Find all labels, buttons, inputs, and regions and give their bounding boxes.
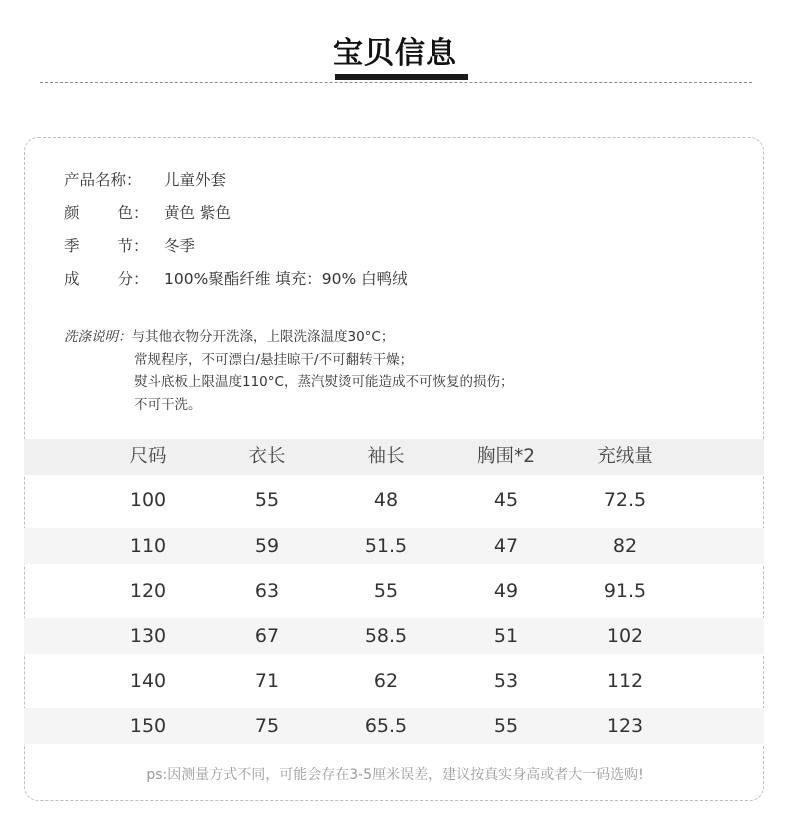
table-header-cell: 袖长 bbox=[367, 446, 405, 467]
info-label-char: 色： bbox=[117, 204, 149, 222]
table-cell: 123 bbox=[606, 715, 644, 737]
info-value: 儿童外套 bbox=[164, 171, 227, 189]
info-label bbox=[64, 267, 164, 289]
table-cell: 55 bbox=[493, 715, 519, 737]
info-label-char: 节： bbox=[117, 237, 149, 255]
table-cell: 48 bbox=[373, 489, 399, 511]
table-cell: 82 bbox=[612, 535, 638, 557]
care-label: 洗涤说明： bbox=[64, 329, 132, 345]
table-cell: 130 bbox=[129, 625, 167, 647]
table-cell: 59 bbox=[254, 535, 280, 557]
title-underline bbox=[335, 74, 468, 80]
table-cell: 51 bbox=[493, 625, 519, 647]
title-divider bbox=[40, 82, 752, 83]
table-cell: 100 bbox=[129, 489, 167, 511]
table-row bbox=[24, 573, 764, 609]
table-header-cell: 尺码 bbox=[129, 446, 167, 467]
info-label: 产品名称： bbox=[64, 171, 142, 189]
table-header-cell: 胸围*2 bbox=[476, 446, 536, 467]
care-line: 不可干洗。 bbox=[134, 396, 202, 413]
table-cell: 110 bbox=[129, 535, 167, 557]
table-cell: 75 bbox=[254, 715, 280, 737]
table-cell: 102 bbox=[606, 625, 644, 647]
table-row bbox=[24, 618, 764, 654]
table-cell: 55 bbox=[254, 489, 280, 511]
care-instructions bbox=[64, 326, 513, 416]
info-row-season bbox=[64, 234, 196, 256]
info-label-char: 颜 bbox=[64, 204, 80, 222]
care-line: 常规程序，不可漂白/悬挂晾干/不可翻转干燥； bbox=[134, 351, 414, 368]
table-cell: 55 bbox=[373, 580, 399, 602]
table-header-cell: 衣长 bbox=[248, 446, 286, 467]
table-cell: 150 bbox=[129, 715, 167, 737]
table-cell: 67 bbox=[254, 625, 280, 647]
table-cell: 45 bbox=[493, 489, 519, 511]
care-line: 熨斗底板上限温度110°C，蒸汽熨烫可能造成不可恢复的损伤； bbox=[134, 374, 514, 390]
info-label-char: 分： bbox=[117, 270, 149, 288]
table-cell: 112 bbox=[606, 670, 644, 692]
table-cell: 120 bbox=[129, 580, 167, 602]
table-row bbox=[24, 708, 764, 744]
care-text: 与其他衣物分开洗涤，上限洗涤温度30°C； bbox=[131, 329, 395, 345]
table-cell: 51.5 bbox=[364, 535, 408, 557]
info-row-material bbox=[64, 267, 408, 289]
page-title: 宝贝信息 bbox=[333, 36, 457, 71]
info-value: 100%聚酯纤维 填充：90% 白鸭绒 bbox=[164, 270, 408, 288]
table-row bbox=[24, 528, 764, 564]
info-row-color bbox=[64, 201, 231, 223]
info-label-char: 季 bbox=[64, 237, 80, 255]
care-line bbox=[64, 326, 513, 349]
table-cell: 53 bbox=[493, 670, 519, 692]
table-header-cell: 充绒量 bbox=[597, 446, 653, 467]
table-row bbox=[24, 663, 764, 699]
table-cell: 49 bbox=[493, 580, 519, 602]
info-label-char: 成 bbox=[64, 270, 80, 288]
table-cell: 63 bbox=[254, 580, 280, 602]
measurement-note: ps:因测量方式不同，可能会存在3-5厘米误差，建议按真实身高或者大一码选购! bbox=[146, 767, 644, 783]
table-cell: 62 bbox=[373, 670, 399, 692]
info-value: 黄色 紫色 bbox=[164, 204, 231, 222]
table-cell: 58.5 bbox=[364, 625, 408, 647]
table-cell: 72.5 bbox=[603, 489, 647, 511]
table-cell: 47 bbox=[493, 535, 519, 557]
table-row bbox=[24, 482, 764, 518]
table-cell: 91.5 bbox=[603, 580, 647, 602]
table-cell: 140 bbox=[129, 670, 167, 692]
table-cell: 71 bbox=[254, 670, 280, 692]
info-label bbox=[64, 201, 164, 223]
table-cell: 65.5 bbox=[364, 715, 408, 737]
info-row-name bbox=[64, 168, 227, 190]
info-value: 冬季 bbox=[164, 237, 196, 255]
info-label bbox=[64, 234, 164, 256]
table-header-row bbox=[24, 439, 764, 475]
